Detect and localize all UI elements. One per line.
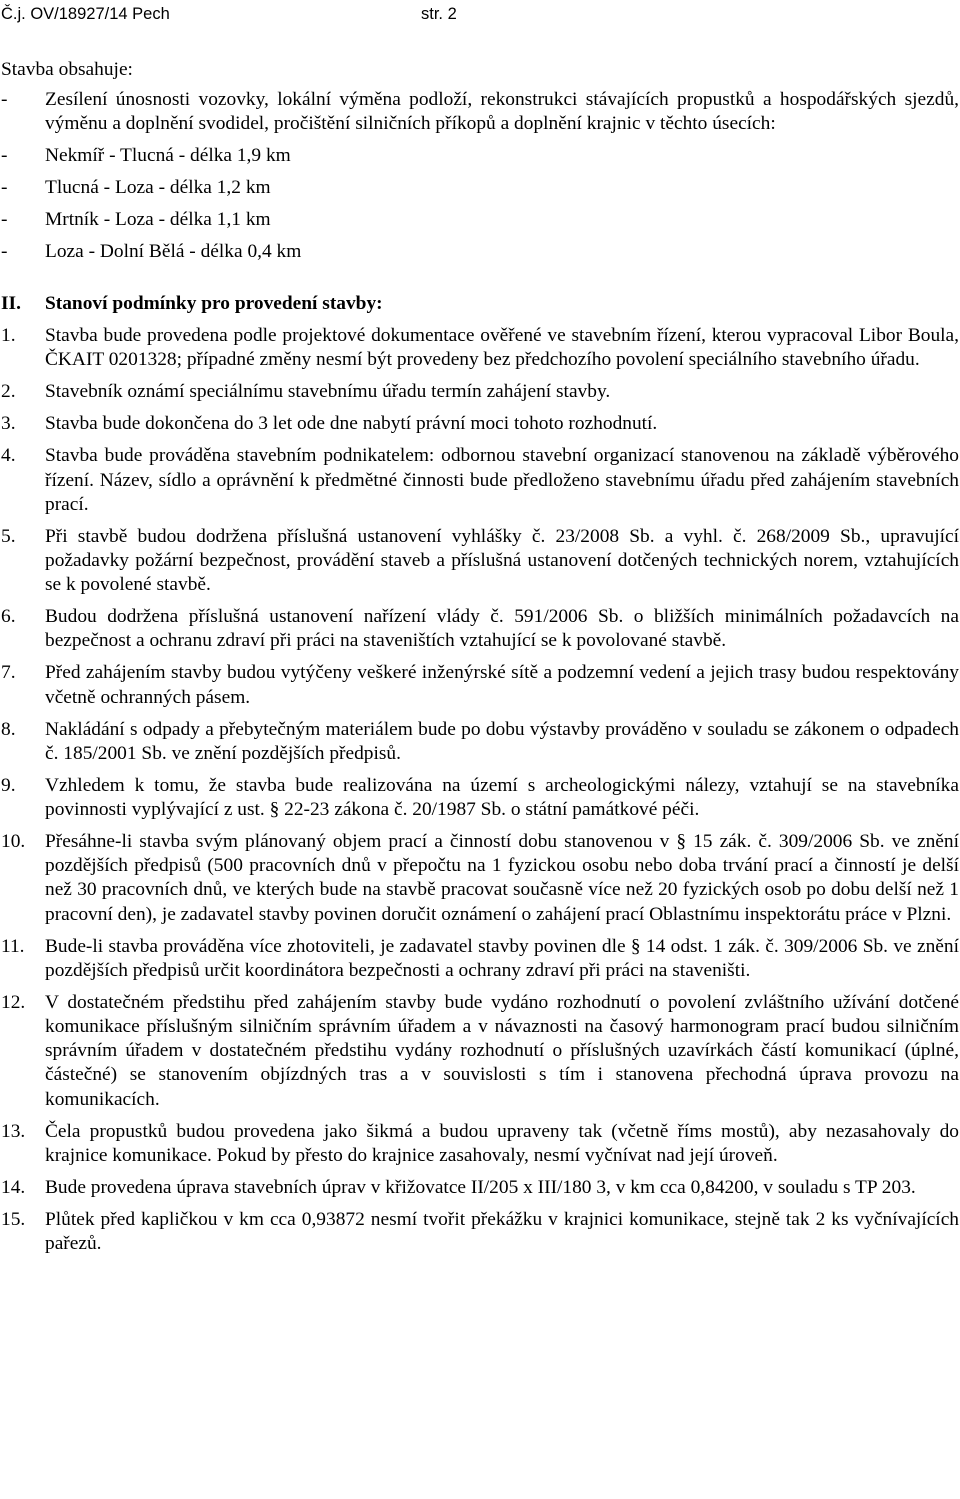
condition-text: Stavba bude provedena podle projektové dokumentace ověřené ve stavebním řízení, kterou vypracoval Libor Boula, ČKAIT 0201328; případné změny nesmí být provedeny bez předchozího povolení speciálního stavebního úřadu. [45, 325, 959, 371]
condition-item [1, 380, 959, 404]
road-section-text: Mrtník - Loza - délka 1,1 km [45, 209, 271, 230]
condition-number: 7. [1, 662, 16, 684]
road-section-text: Loza - Dolní Bělá - délka 0,4 km [45, 241, 302, 262]
conditions-list [1, 324, 959, 1256]
bullet-dash: - [1, 88, 8, 110]
condition-item [1, 324, 959, 372]
road-section-item [1, 240, 959, 264]
road-section-text: Tlucná - Loza - délka 1,2 km [45, 177, 271, 198]
condition-text: Budou dodržena příslušná ustanovení nařízení vlády č. 591/2006 Sb. o bližších minimálních požadavcích na bezpečnost a ochranu zdraví při práci na staveništích vztahující se k povolované stavbě. [45, 606, 959, 652]
condition-item [1, 1120, 959, 1168]
condition-text: V dostatečném předstihu před zahájením stavby bude vydáno rozhodnutí o povolení zvláštního užívání dotčené komunikace příslušným silničním správním úřadem a v návaznosti na časový harmonogram prací budou silničním správním úřadem v dostatečném předstihu vydány rozhodnutí o příslušných uzavírkách částí komunikací (úplné, částečné) se stanovením objízdných tras a v souvislosti s tím i stanovena přechodná úprava provozu na komunikacích. [45, 991, 959, 1110]
condition-item [1, 1208, 959, 1256]
condition-text: Bude provedena úprava stavebních úprav v křižovatce II/205 x III/180 3, v km cca 0,84200, v souladu s TP 203. [45, 1176, 916, 1198]
condition-number: 10. [1, 831, 26, 853]
condition-item [1, 830, 959, 927]
road-section-text: Nekmíř - Tlucná - délka 1,9 km [45, 145, 291, 166]
bullet-dash: - [1, 145, 8, 166]
condition-item [1, 444, 959, 517]
condition-text: Nakládání s odpady a přebytečným materiálem bude po dobu výstavby prováděno v souladu se zákonem o odpadech č. 185/2001 Sb. ve znění pozdějších předpisů. [45, 718, 959, 764]
condition-item [1, 718, 959, 766]
reference-number: Č.j. OV/18927/14 Pech [1, 5, 170, 23]
condition-text: Čela propustků budou provedena jako šikmá a budou upraveny tak (včetně říms mostů), aby nezasahovaly do krajnice komunikace. Pokud by přesto do krajnice zasahovaly, nesmí vyčnívat nad její úroveň. [45, 1120, 959, 1166]
condition-item [1, 412, 959, 436]
building-intro: Stavba obsahuje: [1, 59, 133, 80]
condition-number: 9. [1, 774, 16, 796]
condition-number: 14. [1, 1176, 26, 1198]
condition-number: 11. [1, 935, 25, 957]
bullet-dash: - [1, 241, 8, 262]
condition-number: 15. [1, 1208, 26, 1230]
condition-number: 5. [1, 525, 16, 547]
condition-text: Stavba bude dokončena do 3 let ode dne nabytí právní moci tohoto rozhodnutí. [45, 413, 658, 435]
condition-text: Stavba bude prováděna stavebním podnikatelem: odbornou stavební organizací stanovenou na základě výběrového řízení. Název, sídlo a oprávnění k předmětné činnosti bude předloženo stavebnímu úřadu před zahájením stavebních prací. [45, 445, 959, 515]
condition-number: 12. [1, 991, 26, 1013]
condition-item [1, 991, 959, 1112]
document-body [1, 58, 959, 1264]
condition-number: 13. [1, 1120, 26, 1142]
bullet-dash: - [1, 209, 8, 230]
building-description [1, 88, 959, 136]
bullet-dash: - [1, 177, 8, 198]
condition-number: 3. [1, 413, 16, 435]
condition-text: Přesáhne-li stavba svým plánovaný objem prací a činností dobu stanovenou v § 15 zák. č. 309/2006 Sb. ve znění pozdějších předpisů (500 pracovních dnů v přepočtu na 1 fyzickou osobu nebo doba trvání prací a činností je delší než 30 pracovních dnů, ve kterých bude na stavbě pracovat současně více než 20 fyzických osob po dobu delší než 1 pracovní den), je zadavatel stavby povinen doručit oznámení o zahájení prací Oblastnímu inspektorátu práce v Plzni. [45, 831, 959, 925]
condition-item [1, 661, 959, 709]
section-title: Stanoví podmínky pro provedení stavby: [45, 293, 383, 315]
condition-number: 2. [1, 381, 16, 403]
condition-text: Plůtek před kapličkou v km cca 0,93872 nesmí tvořit překážku v krajnici komunikace, stejně tak 2 ks vyčnívajících pařezů. [45, 1208, 959, 1255]
section-heading [1, 292, 959, 316]
condition-item [1, 774, 959, 822]
condition-text: Stavebník oznámí speciálnímu stavebnímu úřadu termín zahájení stavby. [45, 381, 611, 403]
road-section-item [1, 176, 959, 200]
condition-text: Vzhledem k tomu, že stavba bude realizována na území s archeologickými nálezy, vztahují se na stavebníka povinnosti vyplývající z ust. § 22-23 zákona č. 20/1987 Sb. o státní památkové péči. [45, 774, 959, 821]
section-number: II. [1, 293, 21, 315]
condition-item [1, 935, 959, 983]
condition-item [1, 605, 959, 653]
condition-number: 8. [1, 718, 16, 740]
condition-text: Při stavbě budou dodržena příslušná ustanovení vyhlášky č. 23/2008 Sb. a vyhl. č. 268/2009 Sb., upravující požadavky požární bezpečnost, provádění staveb a příslušná ustanovení dotčených technických norem, vztahujících se k povolené stavbě. [45, 525, 959, 596]
condition-item [1, 525, 959, 598]
condition-item [1, 1176, 959, 1200]
condition-number: 4. [1, 445, 16, 467]
condition-number: 1. [1, 325, 16, 347]
building-description-text: Zesílení únosnosti vozovky, lokální výměna podloží, rekonstrukci stávajících propustků a hospodářských sjezdů, výměnu a doplnění svodidel, pročištění silničních příkopů a doplnění krajnic v těchto úsecích: [45, 88, 959, 134]
page-number: str. 2 [421, 5, 457, 23]
condition-text: Bude-li stavba prováděna více zhotoviteli, je zadavatel stavby povinen dle § 14 odst. 1 zák. č. 309/2006 Sb. ve znění pozdějších předpisů určit koordinátora bezpečnosti a ochrany zdraví při práci na staveništi. [45, 935, 959, 981]
page-header [0, 2, 960, 26]
road-section-item [1, 144, 959, 168]
condition-text: Před zahájením stavby budou vytýčeny veškeré inženýrské sítě a podzemní vedení a jejich trasy budou respektovány včetně ochranných pásem. [45, 662, 959, 708]
condition-number: 6. [1, 606, 16, 628]
road-section-item [1, 208, 959, 232]
